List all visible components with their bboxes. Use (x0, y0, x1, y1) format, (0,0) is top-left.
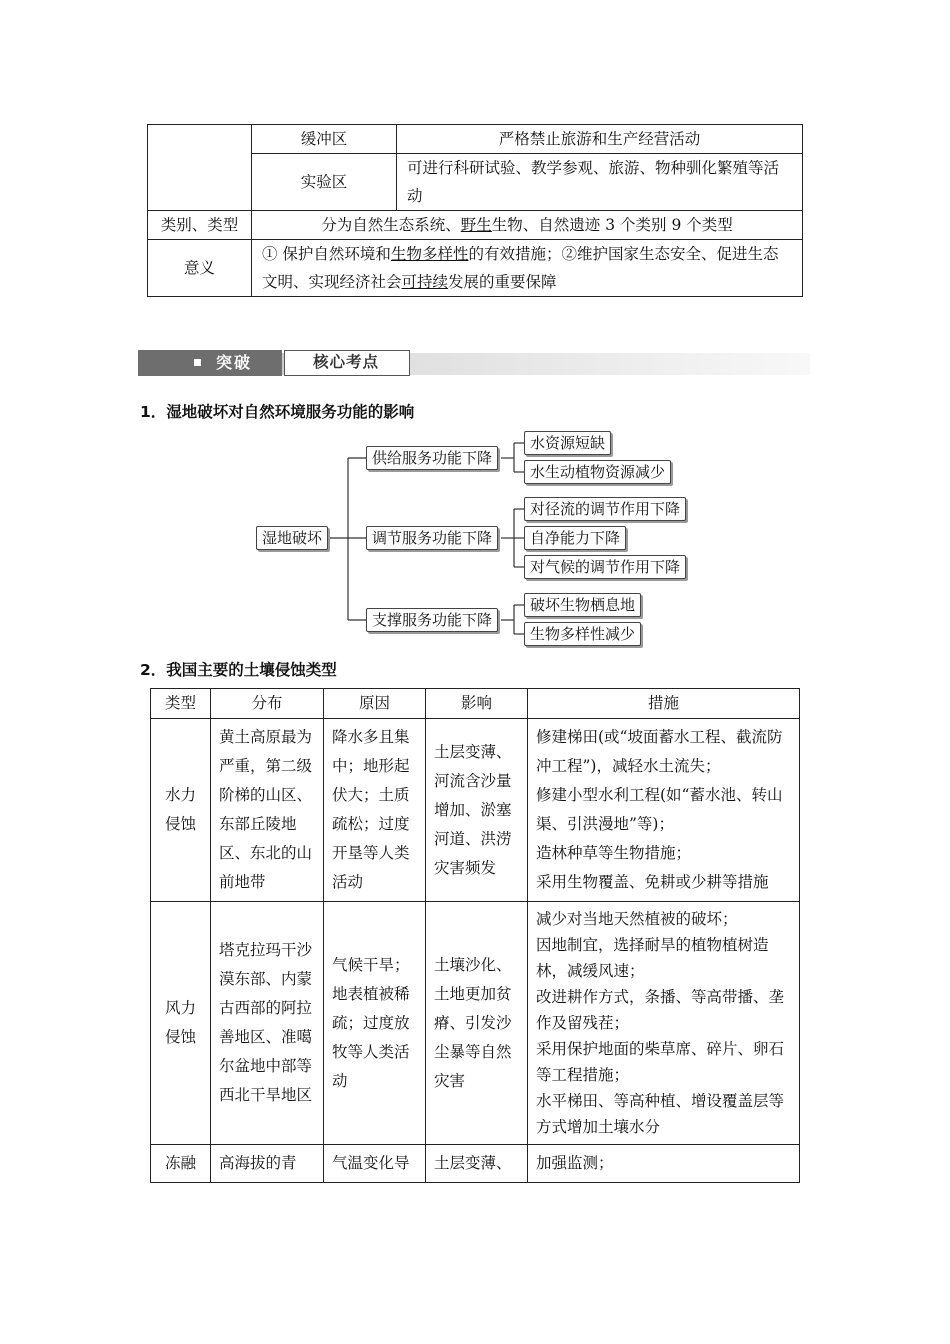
diagram-branch: 供给服务功能下降 (366, 446, 498, 470)
text-segment: 分为自然生态系统、 (321, 216, 461, 234)
section-banner (138, 348, 810, 380)
table-row (151, 902, 800, 1145)
diagram-leaf: 自净能力下降 (524, 526, 626, 550)
text-segment: ① 保护自然环境和 (262, 245, 391, 263)
diagram-leaf: 水生动植物资源减少 (524, 460, 671, 484)
diagram-leaf: 水资源短缺 (524, 431, 611, 455)
table-row (148, 240, 803, 297)
diagram-leaf: 对径流的调节作用下降 (524, 497, 686, 521)
distribution-cell: 塔克拉玛干沙漠东部、内蒙古西部的阿拉善地区、准噶尔盆地中部等西北干旱地区 (211, 902, 324, 1145)
square-bullet-icon (194, 359, 201, 366)
zone-label: 缓冲区 (252, 125, 397, 154)
column-header: 分布 (211, 689, 324, 719)
zone-label: 实验区 (252, 154, 397, 211)
table-row (151, 719, 800, 902)
measure-item: 改进耕作方式，条播、等高带播、垄作及留残茬； (536, 988, 785, 1032)
diagram-root: 湿地破坏 (256, 526, 328, 550)
measures-cell (528, 1145, 800, 1183)
table-row (148, 125, 803, 154)
measure-item: 减少对当地天然植被的破坏； (536, 910, 738, 928)
row-label: 类别、类型 (148, 211, 252, 240)
row-label: 意义 (148, 240, 252, 297)
section-heading: 2．我国主要的土壤侵蚀类型 (140, 661, 337, 679)
effect-cell: 土层变薄、河流含沙量增加、淤塞河道、洪涝灾害频发 (426, 719, 528, 902)
measure-item: 采用保护地面的柴草席、碎片、卵石等工程措施； (536, 1040, 785, 1084)
column-header: 类型 (151, 689, 211, 719)
wetland-diagram (256, 428, 696, 650)
erosion-type: 风力侵蚀 (151, 902, 211, 1145)
cause-cell: 气候干旱；地表植被稀疏；过度放牧等人类活动 (324, 902, 426, 1145)
effect-cell: 土壤沙化、土地更加贫瘠、引发沙尘暴等自然灾害 (426, 902, 528, 1145)
column-header: 原因 (324, 689, 426, 719)
measure-item: 采用生物覆盖、免耕或少耕等措施 (536, 873, 769, 891)
measure-item: 造林种草等生物措施； (536, 844, 692, 862)
table-row (151, 1145, 800, 1183)
measure-item: 修建小型水利工程(如“蓄水池、转山渠、引洪漫地”等)； (536, 786, 783, 833)
underlined-term: 生物多样性 (390, 245, 469, 263)
cause-cell: 气温变化导 (324, 1145, 426, 1183)
measure-item: 修建梯田(或“坡面蓄水工程、截流防冲工程”)，减轻水土流失； (536, 728, 783, 775)
banner-dark-block (138, 350, 282, 376)
soil-erosion-table (150, 688, 800, 1183)
banner-title: 核心考点 (312, 353, 379, 371)
underlined-term: 野生 (460, 216, 492, 234)
measures-cell (528, 719, 800, 902)
category-text (252, 211, 803, 240)
diagram-leaf: 对气候的调节作用下降 (524, 555, 686, 579)
text-segment: 生物、自然遗迹 3 个类别 9 个类型 (491, 216, 733, 234)
measure-item: 加强监测； (536, 1154, 614, 1172)
table-cell (148, 125, 252, 211)
diagram-leaf: 破坏生物栖息地 (524, 593, 641, 617)
zone-description: 可进行科研试验、教学参观、旅游、物种驯化繁殖等活动 (397, 154, 803, 211)
cause-cell: 降水多且集中；地形起伏大；土质疏松；过度开垦等人类活动 (324, 719, 426, 902)
erosion-type: 冻融 (151, 1145, 211, 1183)
distribution-cell: 黄土高原最为严重，第二级阶梯的山区、东部丘陵地区、东北的山前地带 (211, 719, 324, 902)
distribution-cell: 高海拔的青 (211, 1145, 324, 1183)
diagram-branch: 调节服务功能下降 (366, 526, 498, 550)
column-header: 影响 (426, 689, 528, 719)
section-heading: 1．湿地破坏对自然环境服务功能的影响 (140, 403, 415, 421)
diagram-leaf: 生物多样性减少 (524, 622, 641, 646)
column-header: 措施 (528, 689, 800, 719)
table-row (148, 211, 803, 240)
text-segment: 发展的重要保障 (448, 273, 557, 291)
measure-item: 因地制宜，选择耐旱的植物植树造林，减缓风速； (536, 936, 769, 980)
text-segment: 的有效措施；②维护国家生态安全、促进生态文明、实现经济社会 (262, 245, 779, 291)
meaning-text (252, 240, 803, 297)
diagram-branch: 支撑服务功能下降 (366, 608, 498, 632)
zone-description: 严格禁止旅游和生产经营活动 (397, 125, 803, 154)
underlined-term: 可持续 (401, 273, 449, 291)
banner-label: 突破 (216, 353, 253, 372)
measure-item: 水平梯田、等高种植、增设覆盖层等方式增加土壤水分 (536, 1092, 785, 1136)
erosion-type: 水力侵蚀 (151, 719, 211, 902)
measures-cell (528, 902, 800, 1145)
table-header-row (151, 689, 800, 719)
effect-cell: 土层变薄、 (426, 1145, 528, 1183)
reserve-table (147, 124, 803, 297)
